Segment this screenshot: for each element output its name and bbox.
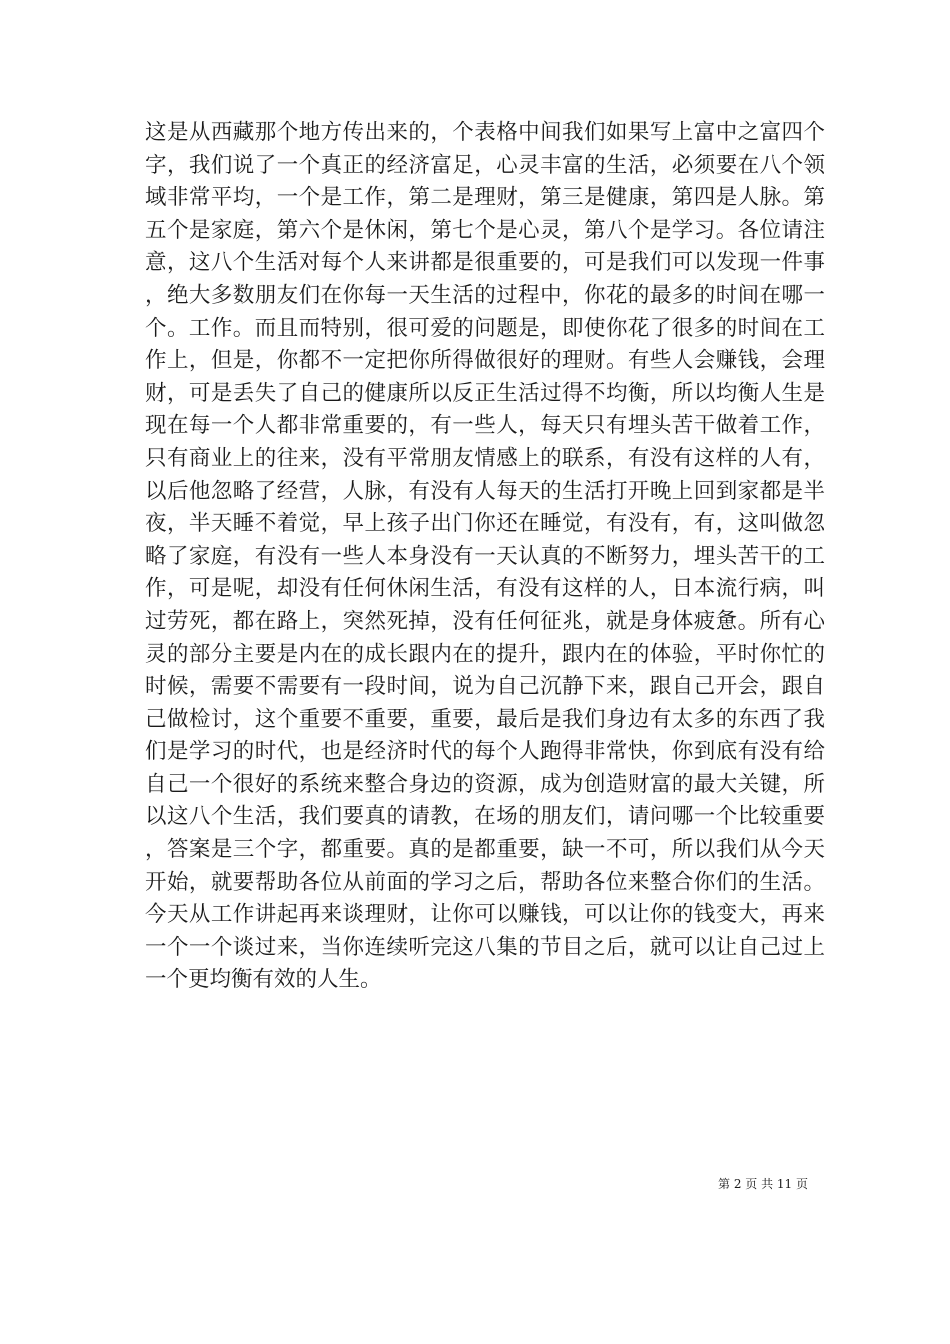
body-paragraph: 这是从西藏那个地方传出来的，个表格中间我们如果写上富中之富四个字，我们说了一个真正的经济富足，心灵丰富的生活，必须要在八个领域非常平均，一个是工作，第二是理财，第三是健康，第四是人脉。第五个是家庭，第六个是休闲，第七个是心灵，第八个是学习。各位请注意，这八个生活对每个人来讲都是很重要的，可是我们可以发现一件事，绝大多数朋友们在你每一天生活的过程中，你花的最多的时间在哪一个。工作。而且而特别，很可爱的问题是，即使你花了很多的时间在工作上，但是，你都不一定把你所得做很好的理财。有些人会赚钱，会理财，可是丢失了自己的健康所以反正生活过得不均衡，所以均衡人生是现在每一个人都非常重要的，有一些人，每天只有埋头苦干做着工作，只有商业上的往来，没有平常朋友情感上的联系，有没有这样的人有，以后他忽略了经营，人脉，有没有人每天的生活打开晚上回到家都是半夜，半天睡不着觉，早上孩子出门你还在睡觉，有没有，有，这叫做忽略了家庭，有没有一些人本身没有一天认真的不断努力，埋头苦干的工作，可是呢，却没有任何休闲生活，有没有这样的人，日本流行病，叫过劳死，都在路上，突然死掉，没有任何征兆，就是身体疲惫。所有心灵的部分主要是内在的成长跟内在的提升，跟内在的体验，平时你忙的时候，需要不需要有一段时间，说为自己沉静下来，跟自己开会，跟自己做检讨，这个重要不重要，重要，最后是我们身边有太多的东西了我们是学习的时代，也是经济时代的每个人跑得非常快，你到底有没有给自己一个很好的系统来整合身边的资源，成为创造财富的最大关键，所以这八个生活，我们要真的请教，在场的朋友们，请问哪一个比较重要，答案是三个字，都重要。真的是都重要，缺一不可，所以我们从今天开始，就要帮助各位从前面的学习之后，帮助各位来整合你们的生活。今天从工作讲起再来谈理财，让你可以赚钱，可以让你的钱变大，再来一个一个谈过来，当你连续听完这八集的节目之后，就可以让自己过上一个更均衡有效的人生。 [145,120,825,993]
page-number-footer: 第 2 页 共 11 页 [718,1177,808,1191]
